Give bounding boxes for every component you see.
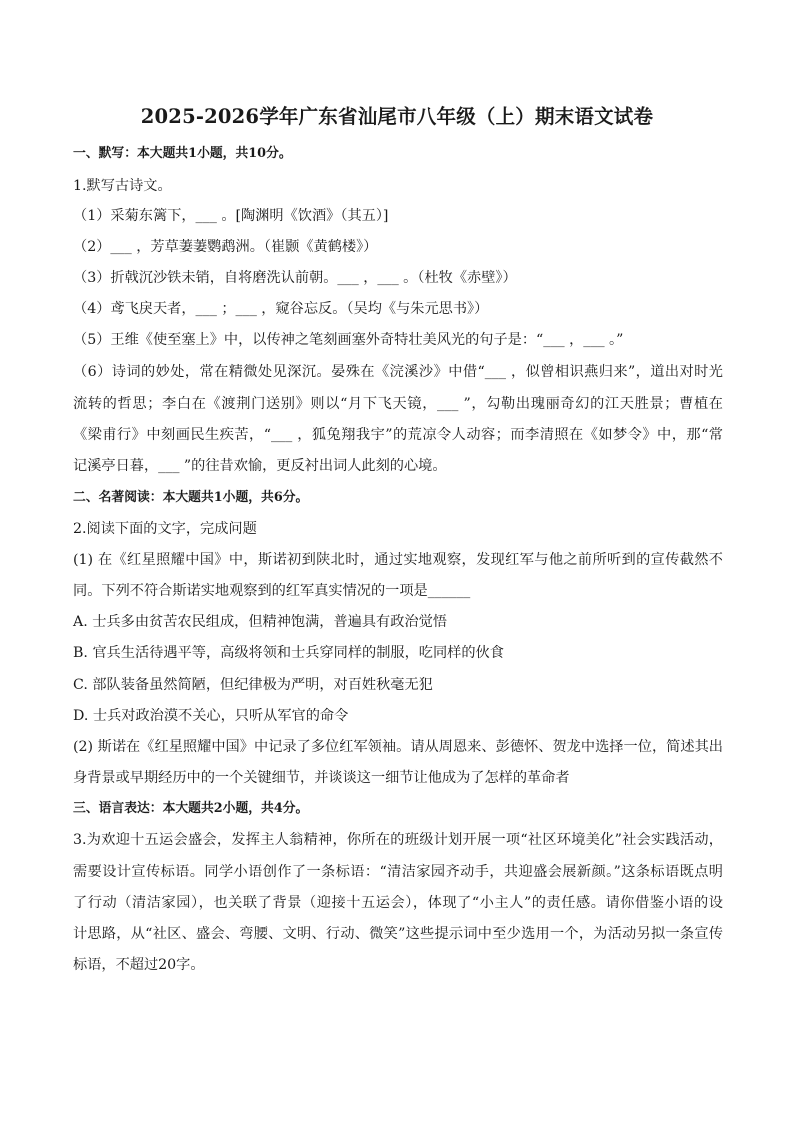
question-2-sub-1-line: (1) 在《红星照耀中国》中，斯诺初到陕北时，通过实地观察，发现红军与他之前所听到的宣传截然不 (73, 552, 723, 568)
question-2-sub-1-line: 同。下列不符合斯诺实地观察到的红军真实情况的一项是______ (73, 583, 471, 599)
option-d: D. 士兵对政治漠不关心，只听从军官的命令 (73, 708, 349, 724)
question-1-item-6-line: 《梁甫行》中刻画民生疾苦，“___ ，狐兔翔我宇”的荒凉令人动容；而李清照在《如梦令》中，那“常 (73, 427, 723, 443)
question-1-item-6-line: 记溪亭日暮，___ ”的往昔欢愉，更反衬出词人此刻的心境。 (73, 458, 447, 474)
question-2-sub-2-line: 身背景或早期经历中的一个关键细节，并谈谈这一细节让他成为了怎样的革命者 (73, 770, 570, 786)
question-1-item-6-line: 流转的哲思；李白在《渡荆门送别》则以“月下飞天镜，___ ”，勾勒出瑰丽奇幻的江天胜景；曹植在 (73, 396, 723, 412)
question-3-line: 需要设计宣传标语。同学小语创作了一条标语：“清洁家园齐动手，共迎盛会展新颜。”这条标语既点明 (73, 864, 723, 880)
question-1-item-3: （3）折戟沉沙铁未销，自将磨洗认前朝。___ ，___ 。（杜牧《赤壁》） (73, 270, 517, 286)
question-3-line: 3.为欢迎十五运会盛会，发挥主人翁精神，你所在的班级计划开展一项“社区环境美化”社会实践活动， (73, 832, 723, 848)
option-c: C. 部队装备虽然简陋，但纪律极为严明，对百姓秋毫无犯 (73, 677, 433, 693)
section-heading-2: 二、名著阅读：本大题共1小题，共6分。 (73, 490, 309, 505)
question-3-line: 标语，不超过20字。 (73, 957, 205, 973)
question-1-item-5: （5）王维《使至塞上》中，以传神之笔刻画塞外奇特壮美风光的句子是：“___ ，___ 。” (73, 332, 624, 348)
question-3-line: 了行动（清洁家园），也关联了背景（迎接十五运会），体现了“小主人”的责任感。请你借鉴小语的设 (73, 895, 723, 911)
option-b: B. 官兵生活待遇平等，高级将领和士兵穿同样的制服，吃同样的伙食 (73, 645, 504, 661)
option-a: A. 士兵多由贫苦农民组成，但精神饱满，普遍具有政治觉悟 (73, 614, 447, 630)
question-1-item-2: （2）___ ，芳草萋萋鹦鹉洲。（崔颢《黄鹤楼》） (73, 239, 378, 255)
exam-title: 2025-2026学年广东省汕尾市八年级（上）期末语文试卷 (140, 105, 654, 128)
question-3-line: 计思路，从“社区、盛会、弯腰、文明、行动、微笑”这些提示词中至少选用一个，为活动另拟一条宣传 (73, 926, 723, 942)
question-2-stem: 2.阅读下面的文字，完成问题 (73, 521, 257, 537)
question-2-sub-2-line: (2) 斯诺在《红星照耀中国》中记录了多位红军领袖。请从周恩来、彭德怀、贺龙中选择一位，简述其出 (73, 739, 723, 755)
question-1-item-4: （4）鸢飞戾天者，___ ；___ ，窥谷忘反。（吴均《与朱元思书》） (73, 301, 489, 317)
question-1-stem: 1.默写古诗文。 (73, 178, 172, 194)
section-heading-1: 一、默写：本大题共1小题，共10分。 (73, 146, 292, 161)
question-1-item-1: （1）采菊东篱下，___ 。[陶渊明《饮酒》（其五）] (73, 208, 389, 224)
question-1-item-6-line: （6）诗词的妙处，常在精微处见深沉。晏殊在《浣溪沙》中借“___ ，似曾相识燕归来”，道出对时光 (73, 364, 723, 380)
section-heading-3: 三、语言表达：本大题共2小题，共4分。 (73, 801, 309, 816)
